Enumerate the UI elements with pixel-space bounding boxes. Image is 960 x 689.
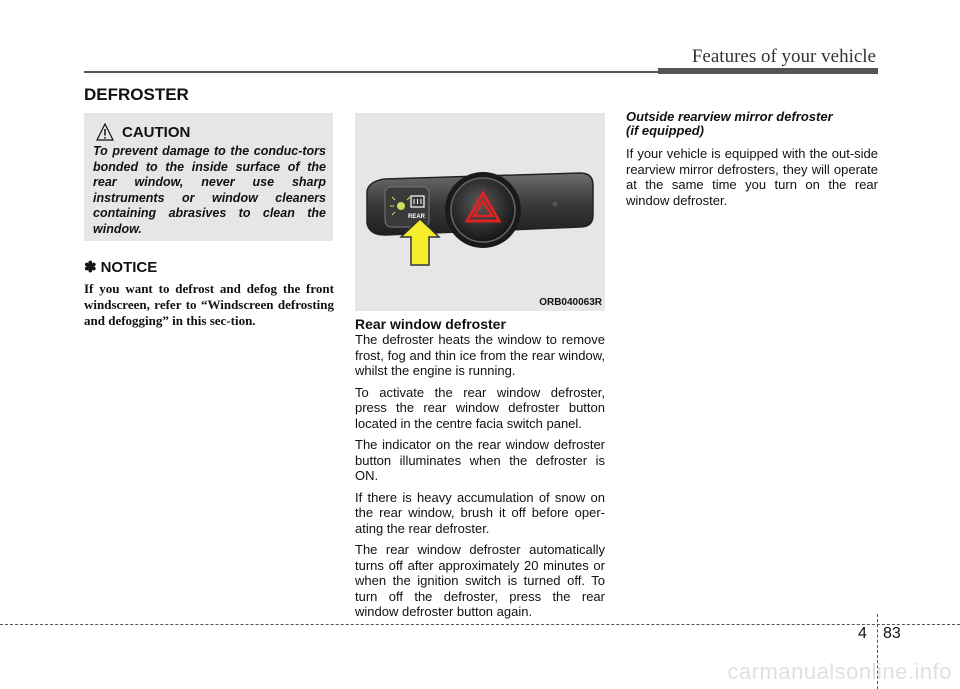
- mirror-defroster-heading-note: (if equipped): [626, 123, 704, 138]
- rear-defroster-paragraph: The rear window defroster automatically turns off after approximately 20 minutes or when the ignition switch is turned off. To turn off the defroster, press the rear window defroster button again.: [355, 542, 605, 619]
- page-title: DEFROSTER: [84, 85, 189, 104]
- figure-code: ORB040063R: [539, 297, 602, 308]
- notice-label: NOTICE: [100, 258, 158, 276]
- rear-defroster-paragraph: The indicator on the rear window defroster button illuminates when the defroster is ON.: [355, 437, 605, 483]
- rear-button-label: REAR: [408, 214, 426, 220]
- chapter-number: 4: [858, 625, 867, 642]
- caution-header: [96, 123, 190, 141]
- header-rule-accent: [658, 68, 878, 74]
- mirror-defroster-heading: Outside rearview mirror defroster: [626, 109, 833, 124]
- rear-defroster-paragraph: The defroster heats the window to remove frost, fog and thin ice from the rear window, whilst the engine is running.: [355, 332, 605, 378]
- defroster-switch-figure: [355, 113, 605, 311]
- mirror-defroster-section: [626, 110, 878, 214]
- watermark: carmanualsonline.info: [727, 659, 952, 684]
- notice-header: [84, 258, 157, 276]
- switch-panel-illustration: [355, 113, 605, 311]
- caution-label: CAUTION: [122, 123, 191, 141]
- rear-defroster-heading: Rear window defroster: [355, 316, 506, 332]
- footer-rule: [0, 624, 960, 625]
- asterisk-icon: ✽: [84, 259, 97, 276]
- caution-text: To prevent damage to the conduc-tors bonded to the inside surface of the rear window, never use sharp instruments or window cleaners containing abrasives to clean the window.: [93, 144, 326, 236]
- running-header: Features of your vehicle: [691, 46, 876, 67]
- notice-text: If you want to defrost and defog the front windscreen, refer to “Windscreen defrosting and defogging” in this sec-tion.: [84, 281, 334, 328]
- caution-box: [84, 113, 333, 241]
- rear-defroster-paragraph: To activate the rear window defroster, press the rear window defroster button located in the centre facia switch panel.: [355, 384, 605, 431]
- rear-defroster-paragraph: If there is heavy accumulation of snow on the rear window, brush it off before oper-ating the rear defroster.: [355, 489, 605, 536]
- mirror-defroster-paragraph: If your vehicle is equipped with the out-side rearview mirror defrosters, they will operate at the same time you turn on the rear window defroster.: [626, 146, 878, 208]
- page-number: 83: [883, 625, 901, 642]
- warning-triangle-icon: [96, 123, 114, 141]
- rear-defroster-section: [355, 316, 605, 626]
